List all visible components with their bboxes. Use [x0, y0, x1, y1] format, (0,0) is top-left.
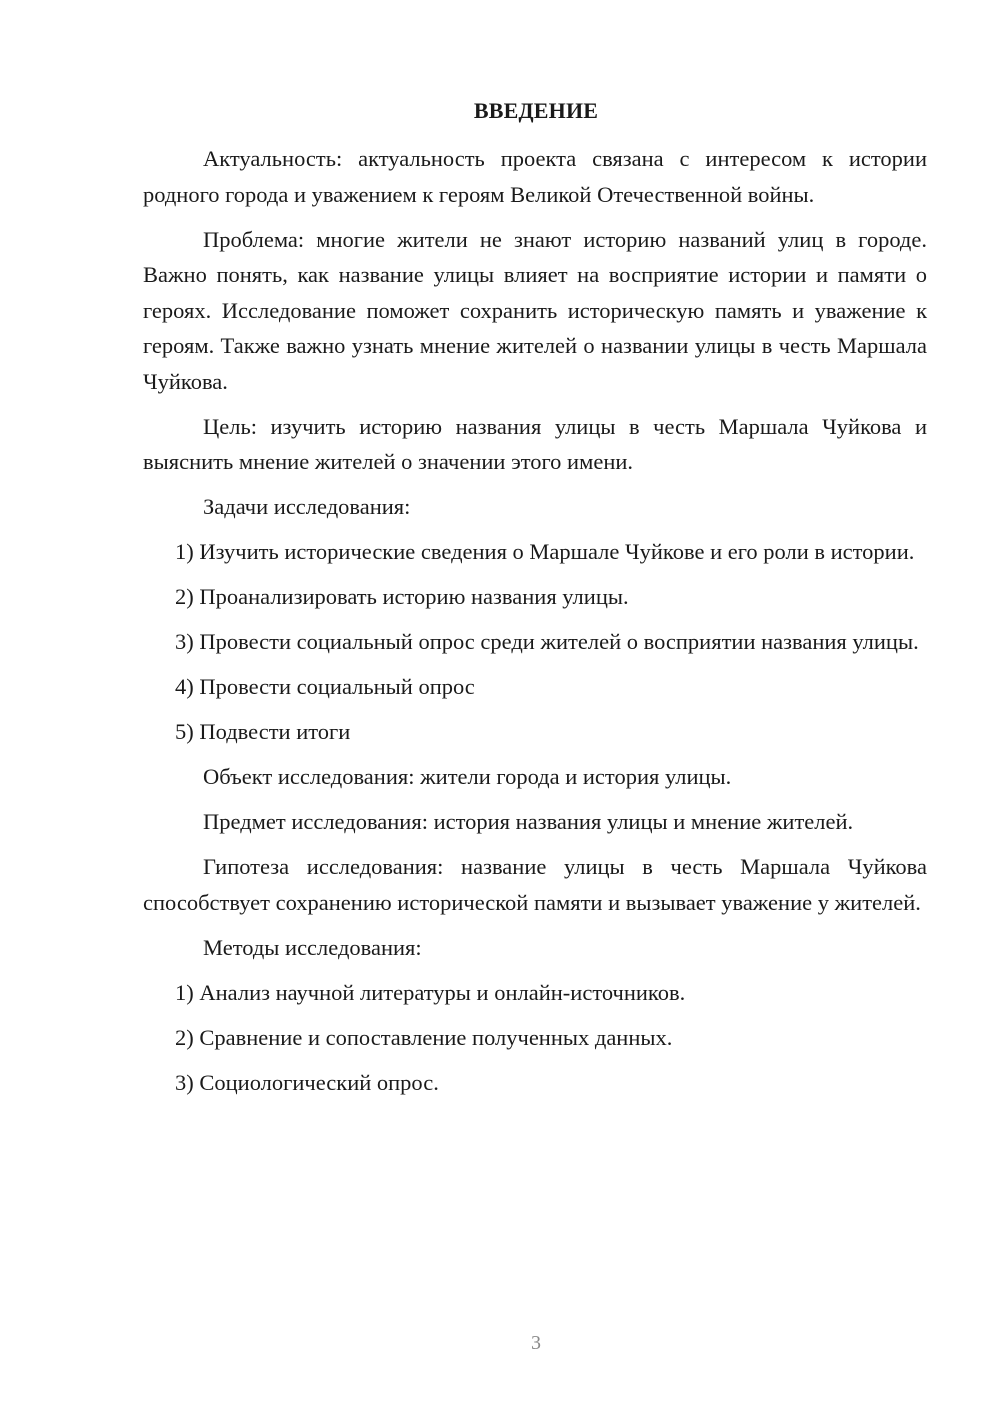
task-item: 1) Изучить исторические сведения о Маршале Чуйкове и его роли в истории. — [175, 539, 915, 564]
hypothesis-paragraph: Гипотеза исследования: название улицы в честь Маршала Чуйкова способствует сохранению исторической памяти и вызывает уважение у жителей. — [143, 854, 927, 915]
task-item: 5) Подвести итоги — [175, 719, 351, 744]
task-item: 3) Провести социальный опрос среди жителей о восприятии названия улицы. — [175, 629, 919, 654]
tasks-heading: Задачи исследования: — [203, 494, 411, 519]
methods-heading: Методы исследования: — [203, 934, 422, 960]
goal-paragraph: Цель: изучить историю названия улицы в честь Маршала Чуйкова и выяснить мнение жителей о значении этого имени. — [143, 413, 927, 474]
page-body — [143, 141, 927, 1110]
subject-paragraph: Предмет исследования: история названия улицы и мнение жителей. — [203, 809, 854, 834]
relevance-paragraph: Актуальность: актуальность проекта связана с интересом к истории родного города и уважением к героям Великой Отечественной войны. — [143, 146, 927, 207]
task-item: 4) Провести социальный опрос — [175, 674, 475, 699]
task-item: 2) Проанализировать историю названия улицы. — [175, 584, 629, 609]
method-item: 3) Социологический опрос. — [175, 1069, 439, 1095]
method-item: 2) Сравнение и сопоставление полученных данных. — [175, 1024, 673, 1050]
object-paragraph: Объект исследования: жители города и история улицы. — [203, 764, 732, 789]
method-item: 1) Анализ научной литературы и онлайн-источников. — [175, 979, 686, 1005]
page-number: 3 — [531, 1332, 541, 1354]
page-title: ВВЕДЕНИЕ — [473, 98, 599, 123]
problem-paragraph: Проблема: многие жители не знают историю названий улиц в городе. Важно понять, как название улицы влияет на восприятие истории и памяти о героях. Исследование поможет сохранить историческую память и уважение к героям. Также важно узнать мнение жителей о названии улицы в честь Маршала Чуйкова. — [143, 226, 927, 394]
